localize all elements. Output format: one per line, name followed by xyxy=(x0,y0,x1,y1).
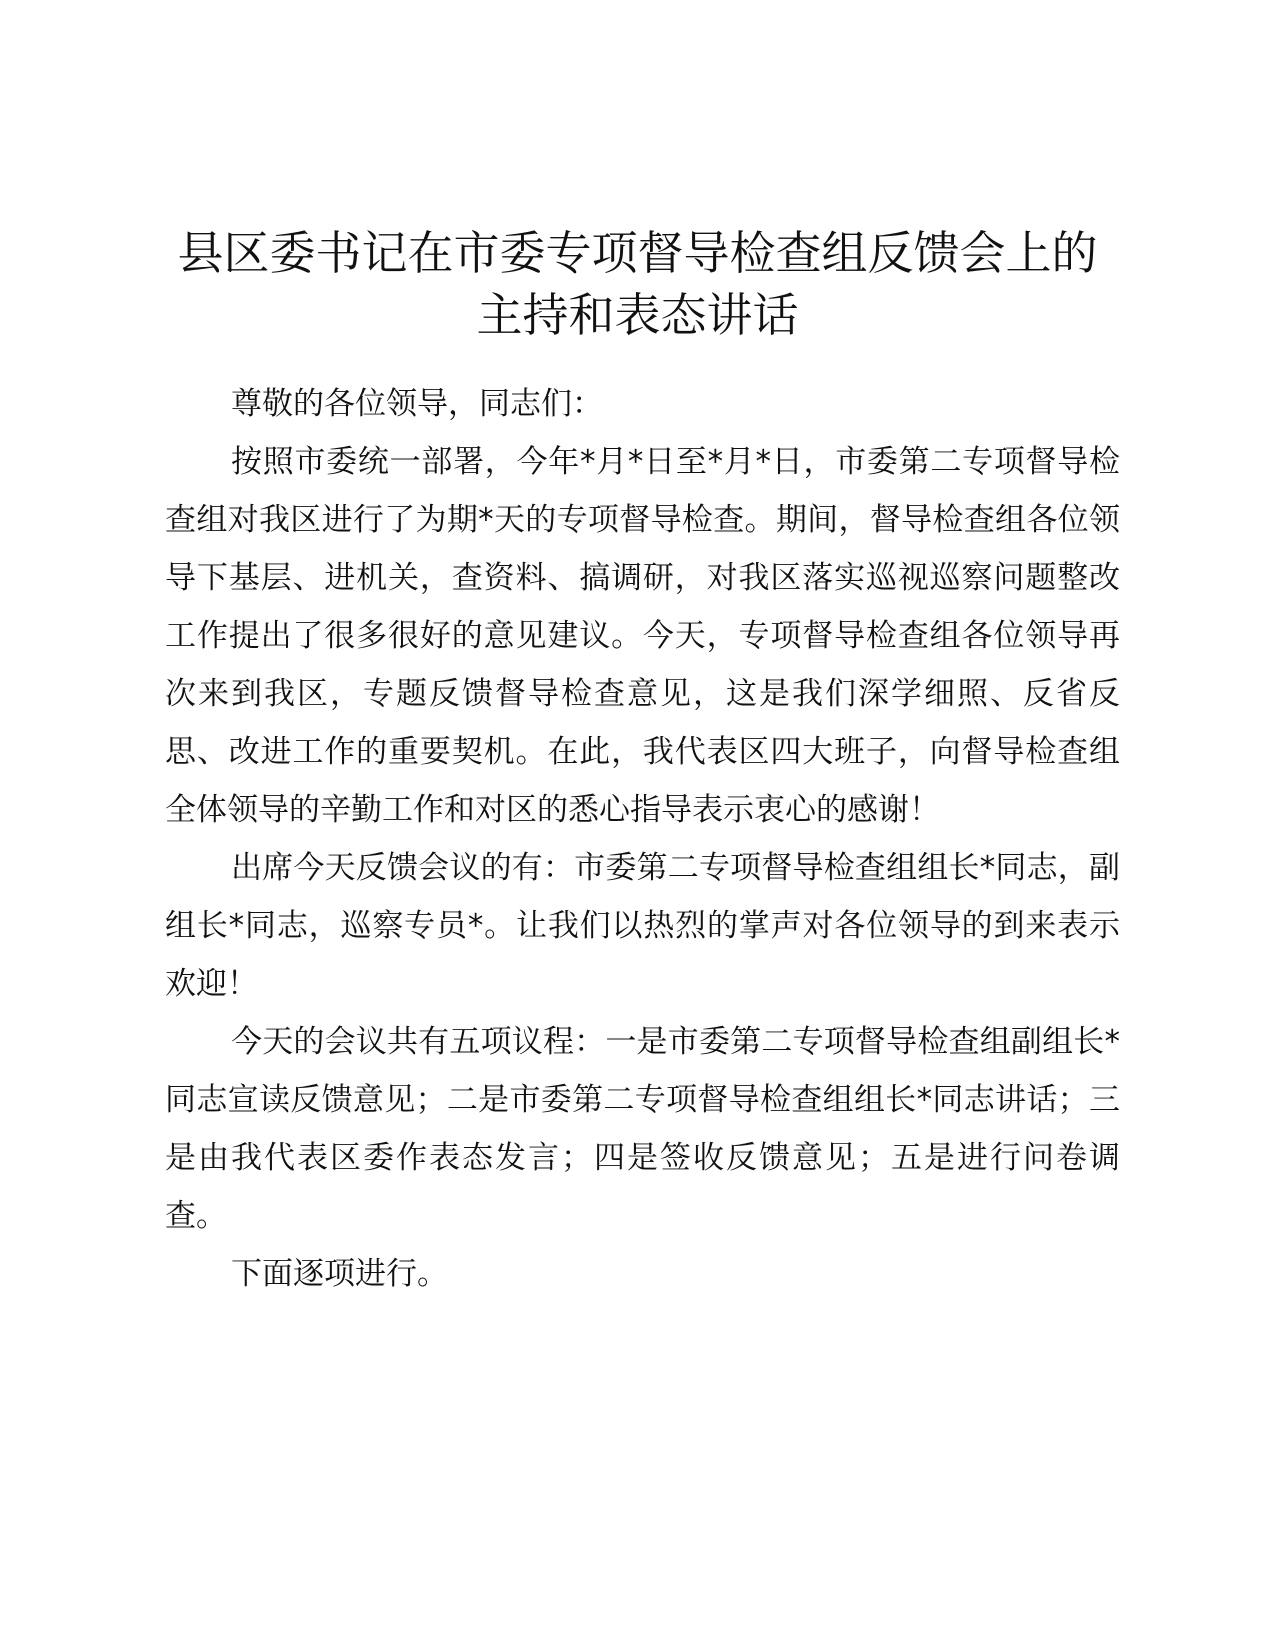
salutation-paragraph: 尊敬的各位领导，同志们： xyxy=(231,386,603,422)
proceed-paragraph: 下面逐项进行。 xyxy=(231,1256,448,1292)
title-line-2: 主持和表态讲话 xyxy=(476,288,799,342)
agenda-paragraph: 今天的会议共有五项议程：一是市委第二专项督导检查组副组长*同志宣读反馈意见；二是市委第二专项督导检查组组长*同志讲话；三是由我代表区委作表态发言；四是签收反馈意见；五是进行问卷调查。 xyxy=(165,1024,1120,1234)
title-line-1: 县区委书记在市委专项督导检查组反馈会上的 xyxy=(177,226,1098,280)
opening-paragraph: 按照市委统一部署，今年*月*日至*月*日，市委第二专项督导检查组对我区进行了为期*天的专项督导检查。期间，督导检查组各位领导下基层、进机关，查资料、搞调研，对我区落实巡视巡察问题整改工作提出了很多很好的意见建议。今天，专项督导检查组各位领导再次来到我区，专题反馈督导检查意见，这是我们深学细照、反省反思、改进工作的重要契机。在此，我代表区四大班子，向督导检查组全体领导的辛勤工作和对区的悉心指导表示衷心的感谢！ xyxy=(165,444,1120,828)
attendees-paragraph: 出席今天反馈会议的有：市委第二专项督导检查组组长*同志，副组长*同志，巡察专员*。让我们以热烈的掌声对各位领导的到来表示欢迎！ xyxy=(165,850,1120,1002)
document-title xyxy=(150,222,1125,346)
document-body xyxy=(165,375,1120,1303)
